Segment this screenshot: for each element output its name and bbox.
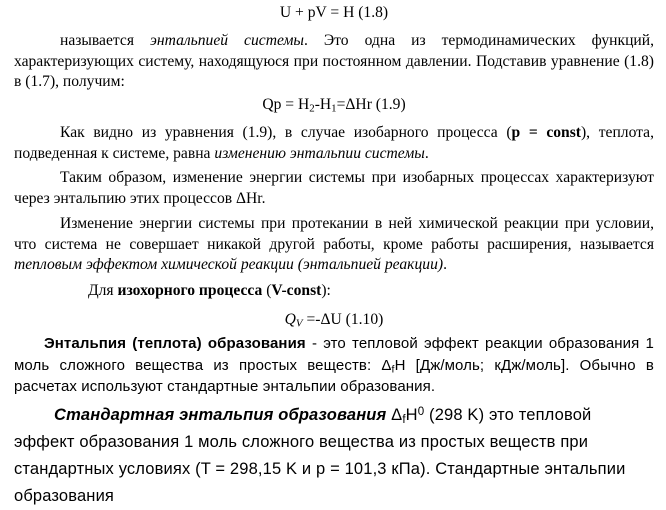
paragraph-isochoric-process	[88, 281, 648, 302]
text: Δ	[386, 406, 403, 424]
paragraph-standard-formation-enthalpy	[14, 402, 654, 510]
paragraph-enthalpy-definition	[14, 31, 654, 93]
text: H [Дж/моль; кДж/моль]. Обычно в расчетах используют стандартные энтальпии образования.	[14, 356, 654, 395]
superscript: 0	[417, 405, 425, 418]
eq-symbol: Q	[284, 311, 296, 328]
subscript	[296, 318, 303, 330]
subscript: f	[391, 363, 395, 376]
paragraph-isobaric-process	[14, 123, 654, 164]
equation-1-10	[14, 310, 654, 331]
eq-part: -H	[314, 96, 332, 113]
text: . Это одна из термодинамических функций, характеризующих систему, находящуюся при постоянном давлении. Подставив уравнение (1.8) в (1.7), получим:	[14, 32, 654, 90]
bold-text: V-const	[271, 282, 322, 299]
emphasis: изменению энтальпии системы	[214, 144, 425, 162]
emphasis: энтальпией системы	[150, 32, 304, 49]
bold-text: Энтальпия (теплота) образования	[44, 335, 306, 352]
paragraph-energy-change: Таким образом, изменение энергии системы при изобарных процессах характеризуют через энтальпию этих процессов ΔHr.	[14, 169, 654, 207]
text: - это тепловой эффект реакции образования 1 моль сложного вещества из простых веществ: Δ	[14, 335, 654, 374]
eq-part: =-ΔU (1.10)	[302, 311, 384, 328]
paragraph-reaction-heat	[14, 214, 654, 276]
emphasis: тепловым эффектом химической реакции (энтальпией реакции)	[14, 256, 444, 273]
text: называется	[60, 32, 150, 49]
text: H	[405, 406, 418, 424]
equation-1-8: U + pV = H (1.8)	[279, 4, 389, 21]
text: .	[424, 144, 429, 162]
text: .	[443, 256, 447, 273]
text: Изменение энергии системы при протекании в ней химической реакции при условии, что система не совершает никакой другой работы, кроме работы расширения, называется	[14, 215, 654, 253]
subscript: 2	[309, 102, 315, 115]
subscript: f	[402, 413, 406, 426]
bold-text: p = const	[511, 124, 581, 141]
text: Как видно из уравнения (1.9), в случае изобарного процесса (	[60, 124, 512, 141]
eq-part: Qp = H	[262, 96, 310, 113]
equation-1-9	[14, 95, 654, 116]
text: ):	[321, 282, 331, 299]
text: (	[262, 282, 272, 299]
paragraph-formation-enthalpy	[14, 333, 654, 398]
subscript-symbol: V	[295, 317, 303, 330]
text: ), теплота, подведенная к системе, равна	[14, 124, 654, 162]
eq-part: =ΔHr (1.9)	[336, 96, 406, 113]
bold-text: изохорного процесса	[117, 282, 263, 299]
text: Для	[88, 282, 118, 299]
text: (298 K) это тепловой эффект образования 1 моль сложного вещества из простых веществ при стандартных условиях (T = 298,15 K и р = 101,3 кПа). Стандартные энтальпии образования	[14, 406, 626, 505]
bold-italic-term: Стандартная энтальпия образования	[54, 406, 387, 424]
subscript: 1	[331, 102, 337, 115]
